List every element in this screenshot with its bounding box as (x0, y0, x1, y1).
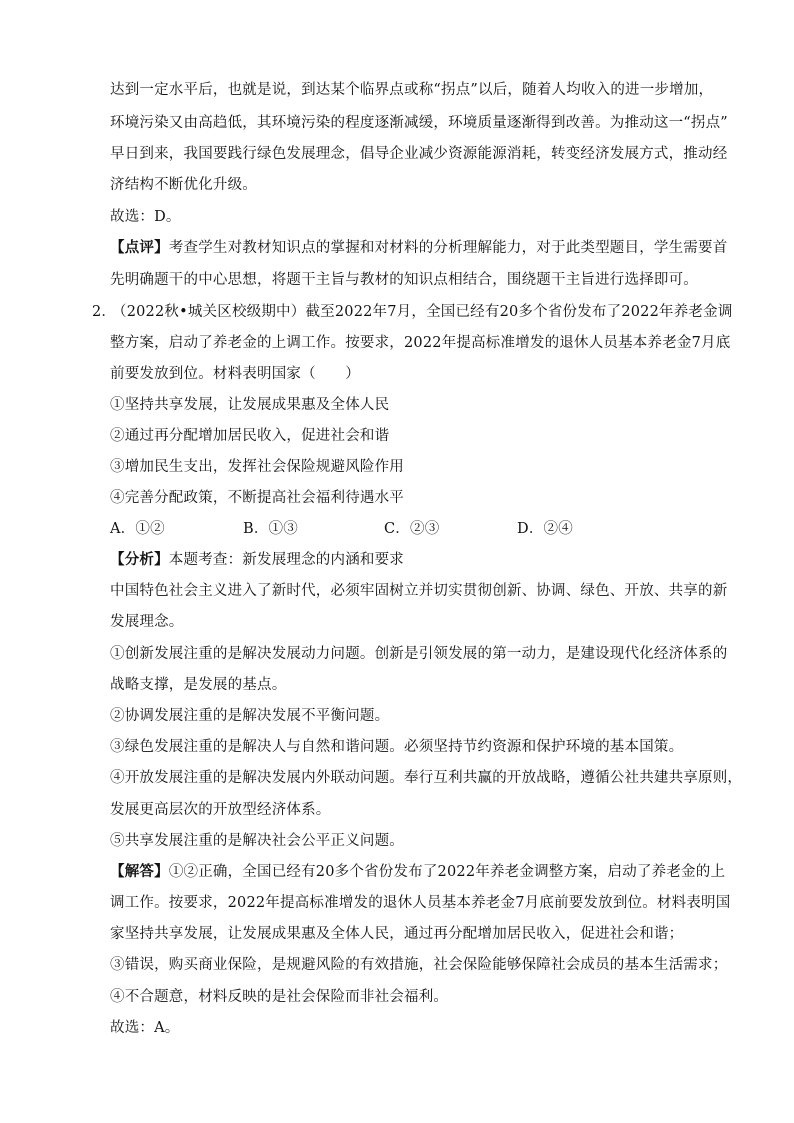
analysis-line: ⑤共享发展注重的是解决社会公平正义问题。 (110, 833, 404, 849)
option-c: C．②③ (384, 521, 440, 537)
analysis-line: 战略支撑，是发展的基点。 (110, 677, 287, 693)
prev-answer-line: 环境污染又由高趋低，其环境污染的程度逐渐减缓，环境质量逐渐得到改善。为推动这一“拐点” (110, 115, 728, 131)
analysis-line: 中国特色社会主义进入了新时代，必须牢固树立并切实贯彻创新、协调、绿色、开放、共享的新 (110, 583, 728, 599)
prev-answer-line: 济结构不断优化升级。 (110, 177, 257, 193)
comment-tag: 【点评】 (110, 239, 169, 256)
question-stem-line: （2022秋•城关区校级期中）截至2022年7月，全国已经有20多个省份发布了2022年养老金调 (112, 304, 733, 320)
comment-line (110, 238, 727, 258)
answer-choice: 故选：A。 (110, 1020, 180, 1036)
answer-first: ①②正确，全国已经有20多个省份发布了2022年养老金调整方案，启动了养老金的上 (168, 864, 726, 880)
comment-line: 先明确题干的中心思想，将题干主旨与教材的知识点相结合，围绕题干主旨进行选择即可。 (110, 272, 698, 288)
answer-line: 调工作。按要求，2022年提高标准增发的退休人员基本养老金7月底前要发放到位。材料表明国 (110, 895, 731, 911)
statement-2: ②通过再分配增加居民收入，促进社会和谐 (110, 428, 390, 444)
option-a: A．①② (110, 521, 165, 537)
analysis-line: ①创新发展注重的是解决发展动力问题。创新是引领发展的第一动力，是建设现代化经济体系的 (110, 646, 728, 662)
analysis-line: 发展更高层次的开放型经济体系。 (110, 802, 331, 818)
prev-answer-line: 早日到来，我国要践行绿色发展理念，倡导企业减少资源能源消耗，转变经济发展方式，推动经 (110, 146, 728, 162)
prev-answer-line: 达到一定水平后，也就是说，到达某个临界点或称“拐点”以后，随着人均收入的进一步增加， (110, 82, 714, 98)
answer-line (110, 862, 725, 882)
question-stem-line: 整方案，启动了养老金的上调工作。按要求，2022年提高标准增发的退休人员基本养老金7月底 (110, 335, 731, 351)
option-d: D．②④ (517, 521, 573, 537)
answer-line: ④不合题意，材料反映的是社会保险而非社会福利。 (110, 989, 449, 1005)
statement-4: ④完善分配政策，不断提高社会福利待遇水平 (110, 490, 404, 506)
prev-answer-choice: 故选：D。 (110, 209, 181, 225)
analysis-line (110, 550, 404, 570)
question-number: 2． (92, 304, 117, 320)
analysis-line: 发展理念。 (110, 614, 184, 630)
analysis-line: ④开放发展注重的是解决发展内外联动问题。奉行互利共赢的开放战略，遵循公社共建共享原则， (110, 770, 743, 786)
question-stem-line: 前要发放到位。材料表明国家（ ） (110, 366, 360, 382)
answer-tag: 【解答】 (110, 863, 169, 880)
statement-3: ③增加民生支出，发挥社会保险规避风险作用 (110, 459, 404, 475)
answer-line: 家坚持共享发展，让发展成果惠及全体人民，通过再分配增加居民收入，促进社会和谐； (110, 926, 684, 942)
analysis-tag: 【分析】 (110, 551, 169, 568)
comment-text: 考查学生对教材知识点的掌握和对材料的分析理解能力，对于此类型题目，学生需要首 (168, 240, 728, 256)
analysis-line: ②协调发展注重的是解决发展不平衡问题。 (110, 708, 390, 724)
answer-line: ③错误，购买商业保险，是规避风险的有效措施，社会保险能够保障社会成员的基本生活需求； (110, 957, 728, 973)
analysis-first: 本题考查：新发展理念的内涵和要求 (168, 552, 405, 568)
analysis-line: ③绿色发展注重的是解决人与自然和谐问题。必须坚持节约资源和保护环境的基本国策。 (110, 739, 684, 755)
statement-1: ①坚持共享发展，让发展成果惠及全体人民 (110, 397, 390, 413)
option-b: B．①③ (243, 521, 298, 537)
